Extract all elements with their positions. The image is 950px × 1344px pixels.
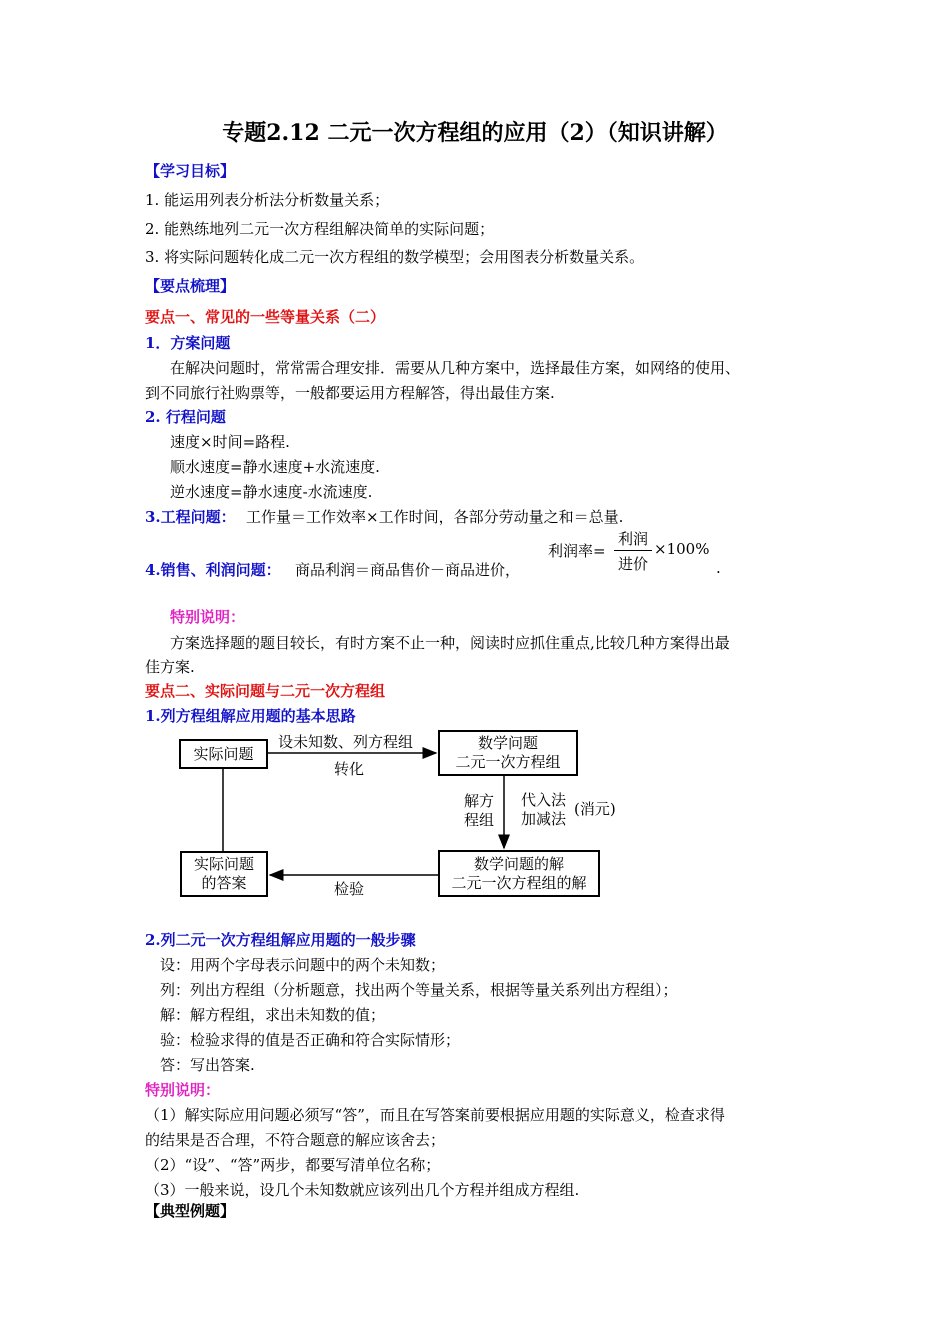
box-math-line2: 二元一次方程组 <box>455 753 561 771</box>
box-real-answer <box>180 851 268 897</box>
point2-heading: 要点二、实际问题与二元一次方程组 <box>145 682 386 700</box>
step-item: 设：用两个字母表示问题中的两个未知数； <box>160 956 446 974</box>
note-title: 特别说明： <box>170 608 246 626</box>
examples-heading: 【典型例题】 <box>145 1202 236 1220</box>
method-note: (消元) <box>574 800 616 818</box>
note2-line: （2）“设”、“答”两步，都要写清单位名称； <box>145 1156 441 1174</box>
step-item: 验：检验求得的值是否正确和符合实际情形； <box>160 1031 461 1049</box>
points-heading: 【要点梳理】 <box>145 277 236 295</box>
box-real-label: 实际问题 <box>193 744 254 763</box>
step-item: 解：解方程组，求出未知数的值； <box>160 1006 386 1024</box>
arrow-top-sublabel: 转化 <box>334 760 365 778</box>
box-math-solution <box>438 850 600 897</box>
formula-right: ×100% <box>654 540 710 558</box>
travel-line: 速度×时间=路程. <box>170 433 290 451</box>
page-title: 专题2.12 二元一次方程组的应用（2）（知识讲解） <box>222 120 728 146</box>
method-substitution: 代入法 <box>521 791 567 809</box>
goal-item: 3. 将实际问题转化成二元一次方程组的数学模型；会用图表分析数量关系。 <box>145 248 645 266</box>
formula-left: 利润率= <box>548 542 606 560</box>
note2-line: （1）解实际应用问题必须写“答”，而且在写答案前要根据应用题的实际意义，检查求得 <box>145 1106 725 1124</box>
note2-title: 特别说明： <box>145 1081 221 1099</box>
travel-line: 逆水速度=静水速度-水流速度. <box>170 483 373 501</box>
plan-title: 1．方案问题 <box>145 334 231 352</box>
goal-item: 2. 能熟练地列二元一次方程组解决简单的实际问题； <box>145 220 495 238</box>
note-line: 佳方案. <box>145 658 195 676</box>
formula-numerator: 利润 <box>617 530 648 548</box>
box-answer-line2: 的答案 <box>201 874 247 892</box>
point1-heading: 要点一、常见的一些等量关系（二） <box>145 308 386 326</box>
point2-sub1: 1.列方程组解应用题的基本思路 <box>145 707 356 725</box>
step-item: 答：写出答案. <box>160 1056 255 1074</box>
arrow-check-label: 检验 <box>334 880 365 898</box>
travel-line: 顺水速度=静水速度+水流速度. <box>170 458 380 476</box>
method-elimination: 加减法 <box>521 810 567 828</box>
formula-denominator: 进价 <box>617 555 648 573</box>
box-solution-line1: 数学问题的解 <box>473 854 564 873</box>
solve-label-2: 程组 <box>464 811 495 829</box>
box-solution-line2: 二元一次方程组的解 <box>451 873 587 892</box>
plan-line: 到不同旅行社购票等，一般都要运用方程解答，得出最佳方案. <box>145 384 555 402</box>
work-title: 3.工程问题： <box>145 508 236 526</box>
step-item: 列：列出方程组（分析题意，找出两个等量关系，根据等量关系列出方程组）； <box>160 981 678 999</box>
plan-line: 在解决问题时，常常需合理安排．需要从几种方案中，选择最佳方案，如网络的使用、 <box>170 359 741 377</box>
box-answer-line1: 实际问题 <box>193 855 254 873</box>
note2-line: （3）一般来说，设几个未知数就应该列出几个方程并组成方程组. <box>145 1181 580 1199</box>
travel-title: 2. 行程问题 <box>145 408 226 426</box>
sales-text: 商品利润＝商品售价－商品进价， <box>295 561 521 579</box>
box-real-problem <box>179 739 268 769</box>
sales-end: . <box>716 559 721 577</box>
solve-label-1: 解方 <box>464 792 495 810</box>
note2-line: 的结果是否合理，不符合题意的解应该舍去； <box>145 1131 446 1149</box>
goals-heading: 【学习目标】 <box>145 162 236 180</box>
box-math-problem <box>438 730 578 776</box>
arrow-top-label: 设未知数、列方程组 <box>278 733 414 751</box>
sales-title: 4.销售、利润问题： <box>145 561 281 579</box>
note-line: 方案选择题的题目较长，有时方案不止一种，阅读时应抓住重点,比较几种方案得出最 <box>170 634 730 652</box>
box-math-line1: 数学问题 <box>477 734 538 752</box>
point2-sub2: 2.列二元一次方程组解应用题的一般步骤 <box>145 931 416 949</box>
work-text: 工作量＝工作效率×工作时间，各部分劳动量之和＝总量. <box>246 508 624 526</box>
goal-item: 1. 能运用列表分析法分析数量关系； <box>145 191 390 209</box>
